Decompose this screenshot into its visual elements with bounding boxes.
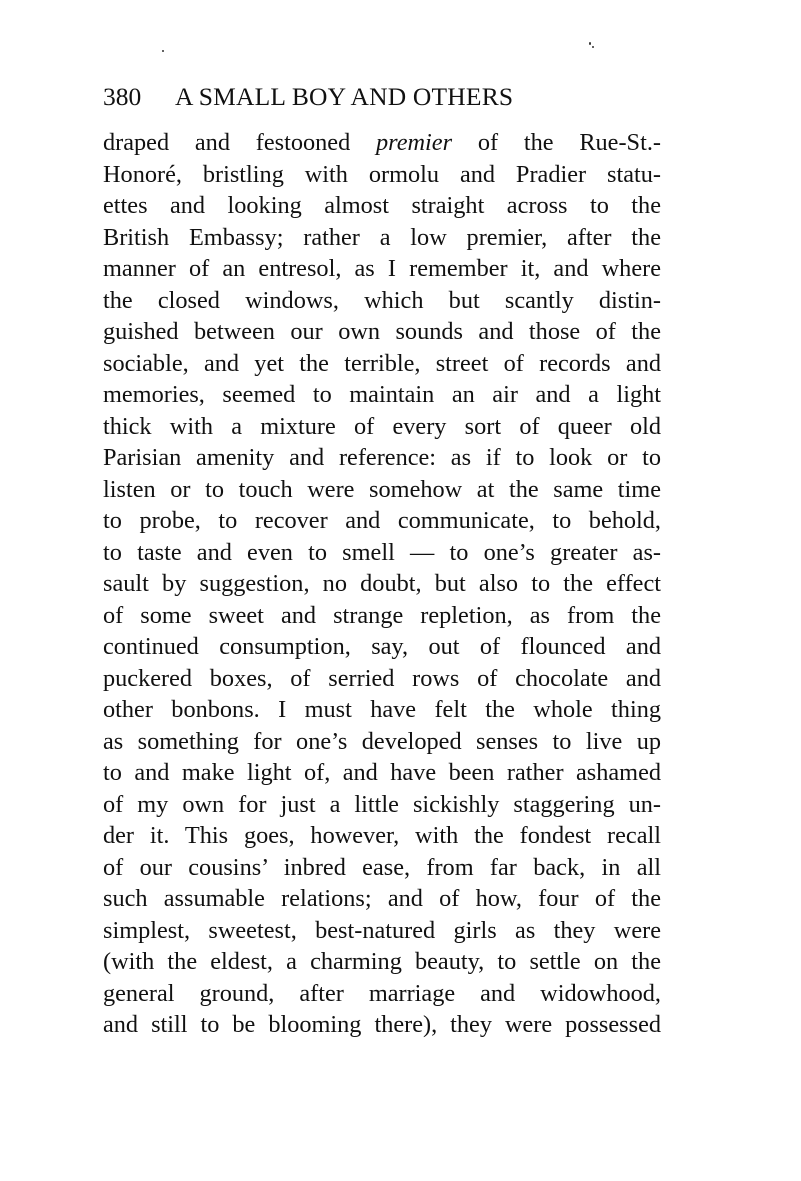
text-line: (with the eldest, a charming beauty, to settle on the bbox=[103, 948, 661, 975]
text-line: of some sweet and strange repletion, as from the bbox=[103, 601, 661, 629]
text-segment: draped and festooned bbox=[103, 129, 377, 156]
text-line: the closed windows, which but scantly distin- bbox=[103, 286, 661, 314]
text-line: to and make light of, and have been rather ashamed bbox=[103, 759, 661, 786]
text-line: puckered boxes, of serried rows of chocolate and bbox=[103, 664, 661, 692]
running-title: A SMALL BOY AND OTHERS bbox=[175, 82, 514, 111]
text-line: ettes and looking almost straight across to the bbox=[103, 192, 661, 219]
text-line: listen or to touch were somehow at the same time bbox=[103, 475, 661, 503]
text-line: simplest, sweetest, best-natured girls as they were bbox=[103, 916, 661, 944]
print-speck bbox=[162, 50, 164, 52]
page-number: 380 bbox=[103, 82, 142, 111]
body-text bbox=[103, 127, 661, 1041]
text-line: Honoré, bristling with ormolu and Pradier statu- bbox=[103, 160, 661, 188]
italic-word: premier bbox=[376, 129, 453, 156]
text-line: der it. This goes, however, with the fondest recall bbox=[103, 822, 661, 849]
text-line: Parisian amenity and reference: as if to look or to bbox=[103, 444, 661, 471]
text-line: to probe, to recover and communicate, to behold, bbox=[103, 507, 661, 534]
text-line: memories, seemed to maintain an air and a light bbox=[103, 381, 661, 408]
text-segment: of the Rue-St.- bbox=[452, 129, 661, 156]
text-line: general ground, after marriage and widowhood, bbox=[103, 979, 661, 1007]
text-line: and still to be blooming there), they were possessed bbox=[103, 1011, 661, 1038]
text-line: of my own for just a little sickishly staggering un- bbox=[103, 790, 661, 818]
print-speck bbox=[592, 46, 594, 48]
text-line bbox=[103, 127, 661, 159]
text-line: manner of an entresol, as I remember it, and where bbox=[103, 255, 661, 282]
text-line: sault by suggestion, no doubt, but also to the effect bbox=[103, 570, 661, 597]
print-speck bbox=[589, 42, 591, 45]
text-line: British Embassy; rather a low premier, after the bbox=[103, 223, 661, 251]
text-line: thick with a mixture of every sort of queer old bbox=[103, 412, 661, 440]
text-line: of our cousins’ inbred ease, from far back, in all bbox=[103, 853, 661, 881]
text-line: such assumable relations; and of how, four of the bbox=[103, 885, 661, 912]
text-line: as something for one’s developed senses to live up bbox=[103, 727, 661, 755]
text-line: guished between our own sounds and those of the bbox=[103, 318, 661, 345]
text-line: continued consumption, say, out of flounced and bbox=[103, 633, 661, 660]
text-line: to taste and even to smell — to one’s greater as- bbox=[103, 538, 661, 566]
text-line: other bonbons. I must have felt the whole thing bbox=[103, 696, 661, 723]
page-header bbox=[103, 80, 703, 114]
text-line: sociable, and yet the terrible, street of records and bbox=[103, 349, 661, 377]
